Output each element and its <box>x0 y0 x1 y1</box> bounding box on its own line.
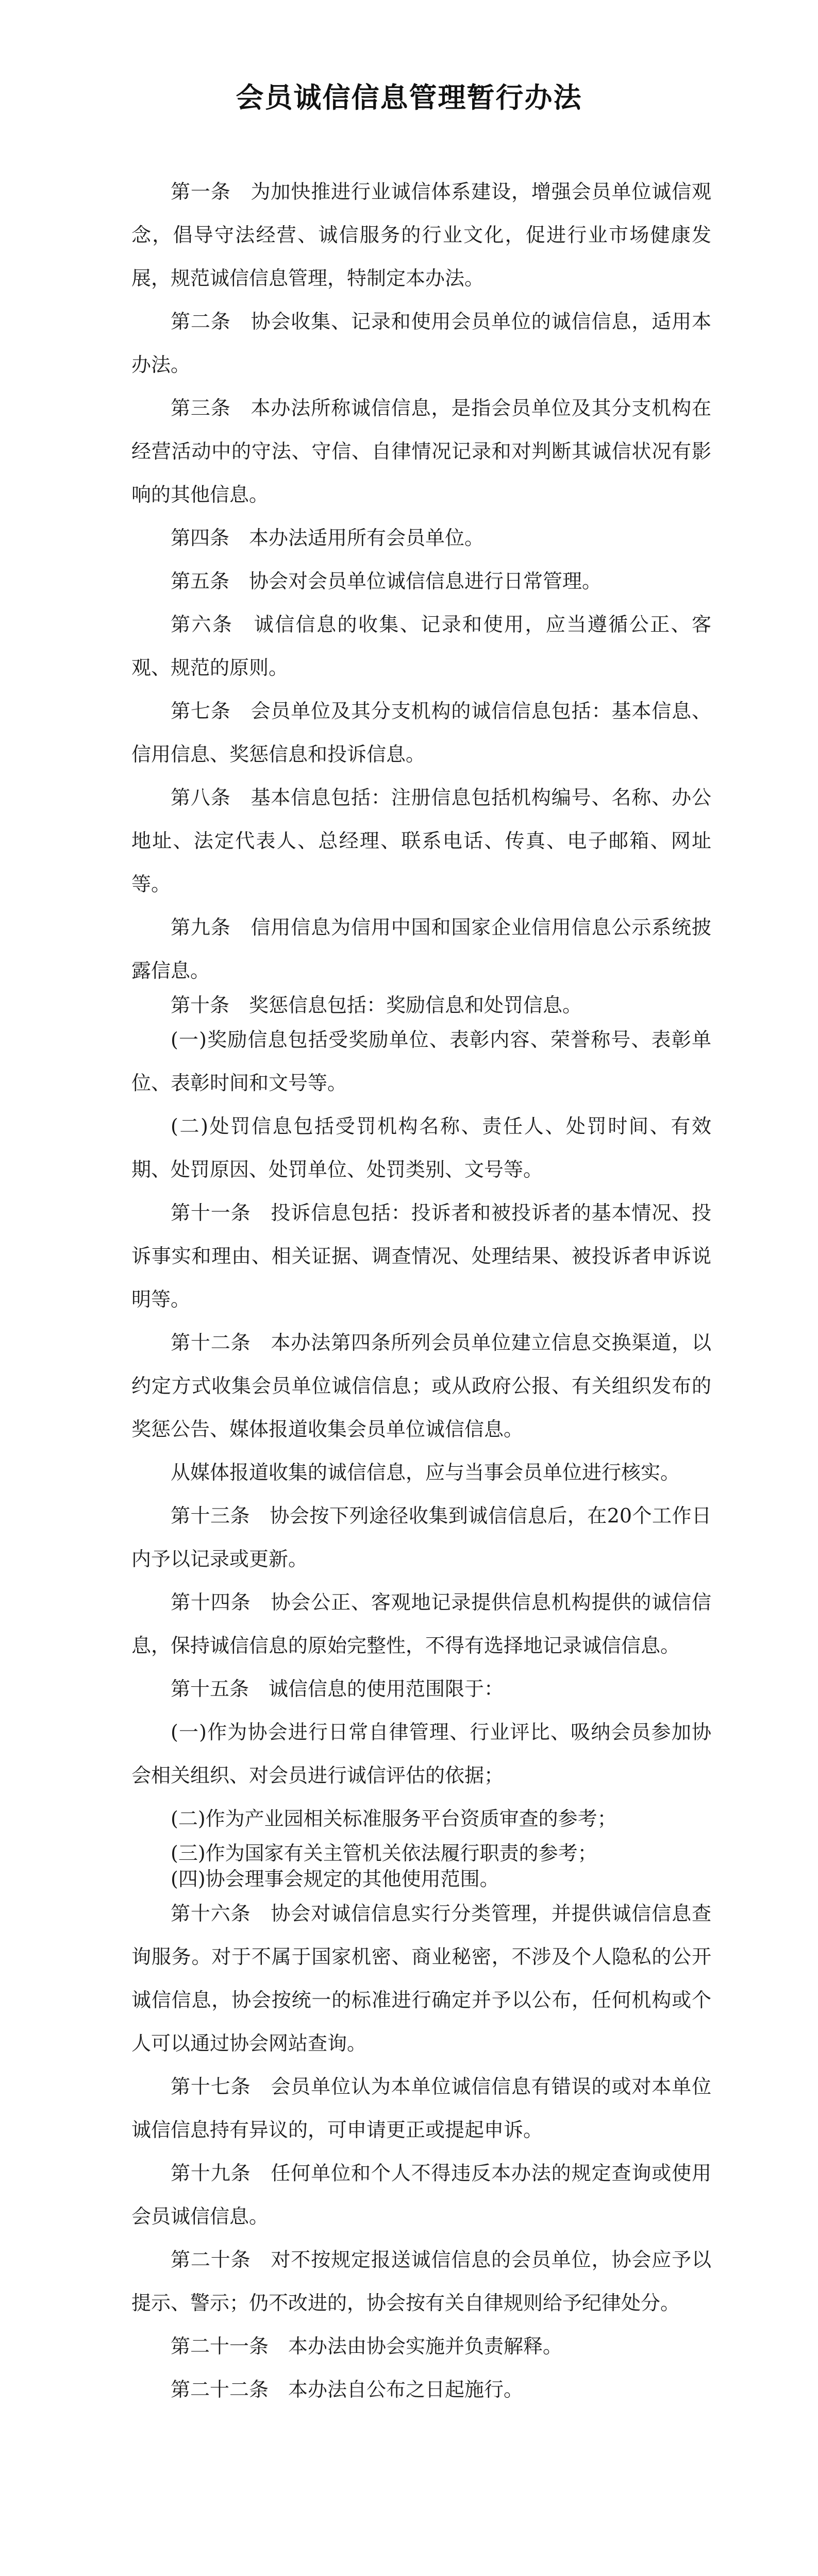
article-8: 第八条 基本信息包括：注册信息包括机构编号、名称、办公地址、法定代表人、总经理、联系电话、传真、电子邮箱、网址等。 <box>131 786 711 895</box>
article-9: 第九条 信用信息为信用中国和国家企业信用信息公示系统披露信息。 <box>131 916 711 982</box>
article-4: 第四条 本办法适用所有会员单位。 <box>171 527 485 549</box>
article-10-item-2: (二)处罚信息包括受罚机构名称、责任人、处罚时间、有效期、处罚原因、处罚单位、处罚类别、文号等。 <box>131 1115 711 1181</box>
article-6: 第六条 诚信信息的收集、记录和使用，应当遵循公正、客观、规范的原则。 <box>131 613 711 679</box>
article-16: 第十六条 协会对诚信信息实行分类管理，并提供诚信信息查询服务。对于不属于国家机密、商业秘密，不涉及个人隐私的公开诚信信息，协会按统一的标准进行确定并予以公布，任何机构或个人可以通过协会网站查询。 <box>131 1902 711 2055</box>
article-3: 第三条 本办法所称诚信信息，是指会员单位及其分支机构在经营活动中的守法、守信、自律情况记录和对判断其诚信状况有影响的其他信息。 <box>131 397 711 506</box>
article-10-item-1: (一)奖励信息包括受奖励单位、表彰内容、荣誉称号、表彰单位、表彰时间和文号等。 <box>131 1028 711 1094</box>
article-14: 第十四条 协会公正、客观地记录提供信息机构提供的诚信信息，保持诚信信息的原始完整性，不得有选择地记录诚信信息。 <box>131 1591 711 1657</box>
document-body <box>131 170 711 2411</box>
article-15-item-4: (四)协会理事会规定的其他使用范围。 <box>171 1868 499 1890</box>
article-12: 第十二条 本办法第四条所列会员单位建立信息交换渠道，以约定方式收集会员单位诚信信息；或从政府公报、有关组织发布的奖惩公告、媒体报道收集会员单位诚信信息。 <box>131 1331 711 1440</box>
article-13: 第十三条 协会按下列途径收集到诚信信息后，在20个工作日内予以记录或更新。 <box>131 1504 711 1570</box>
article-20: 第二十条 对不按规定报送诚信信息的会员单位，协会应予以提示、警示；仍不改进的，协会按有关自律规则给予纪律处分。 <box>131 2248 711 2314</box>
article-19: 第十九条 任何单位和个人不得违反本办法的规定查询或使用会员诚信信息。 <box>131 2162 711 2228</box>
article-5: 第五条 协会对会员单位诚信信息进行日常管理。 <box>171 570 602 592</box>
document-title: 会员诚信信息管理暂行办法 <box>236 81 582 114</box>
article-7: 第七条 会员单位及其分支机构的诚信信息包括：基本信息、信用信息、奖惩信息和投诉信息。 <box>131 700 711 766</box>
article-22: 第二十二条 本办法自公布之日起施行。 <box>171 2378 524 2401</box>
article-11: 第十一条 投诉信息包括：投诉者和被投诉者的基本情况、投诉事实和理由、相关证据、调查情况、处理结果、被投诉者申诉说明等。 <box>131 1201 711 1311</box>
article-21: 第二十一条 本办法由协会实施并负责解释。 <box>171 2335 563 2358</box>
article-2: 第二条 协会收集、记录和使用会员单位的诚信信息，适用本办法。 <box>131 310 711 376</box>
article-1: 第一条 为加快推进行业诚信体系建设，增强会员单位诚信观念，倡导守法经营、诚信服务的行业文化，促进行业市场健康发展，规范诚信信息管理，特制定本办法。 <box>131 180 711 290</box>
article-10: 第十条 奖惩信息包括：奖励信息和处罚信息。 <box>171 994 582 1016</box>
article-17: 第十七条 会员单位认为本单位诚信信息有错误的或对本单位诚信信息持有异议的，可申请更正或提起申诉。 <box>131 2075 711 2141</box>
article-15-item-2: (二)作为产业园相关标准服务平台资质审查的参考； <box>171 1807 617 1830</box>
article-15: 第十五条 诚信信息的使用范围限于： <box>171 1677 504 1700</box>
article-15-item-1: (一)作为协会进行日常自律管理、行业评比、吸纳会员参加协会相关组织、对会员进行诚信评估的依据； <box>131 1721 711 1787</box>
article-15-item-3: (三)作为国家有关主管机关依法履行职责的参考； <box>171 1842 597 1865</box>
article-12-note: 从媒体报道收集的诚信信息，应与当事会员单位进行核实。 <box>171 1461 680 1484</box>
